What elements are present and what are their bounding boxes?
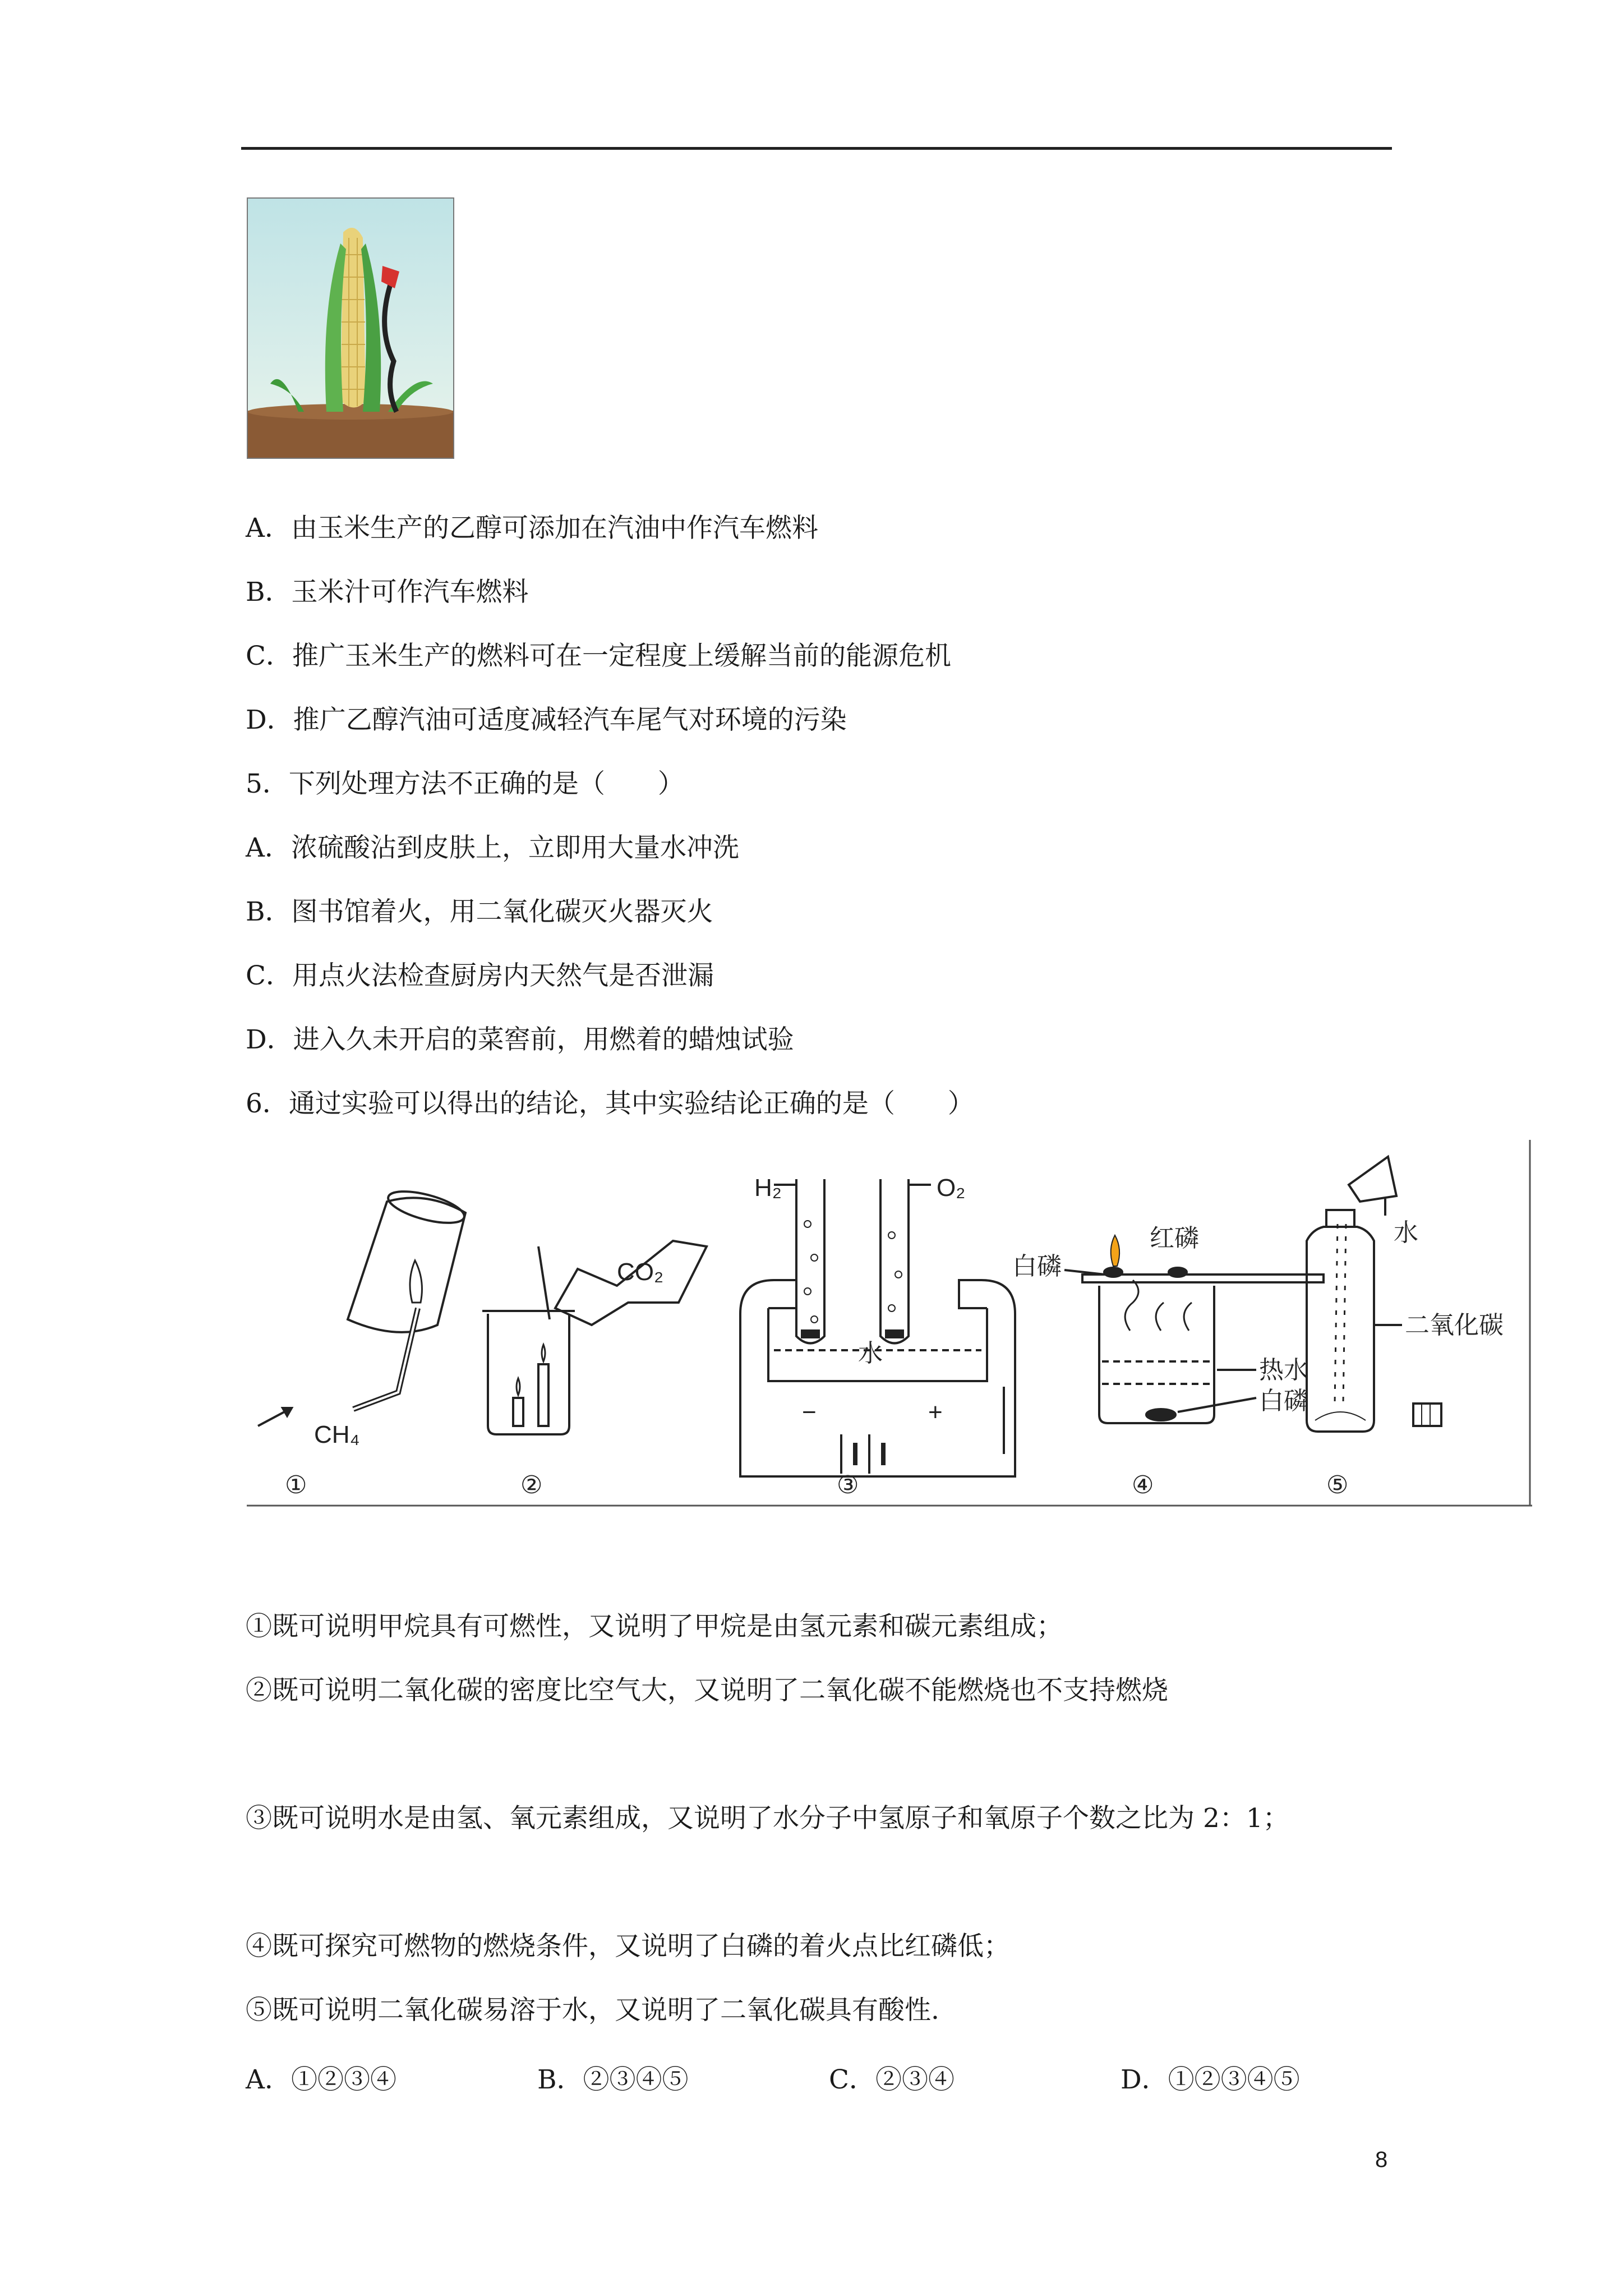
exp5-co2-bottle: [1307, 1157, 1441, 1432]
exp-number-4: ④: [1132, 1471, 1154, 1499]
page-number: 8: [1375, 2147, 1388, 2172]
q6-option-b: B．②③④⑤: [537, 2064, 689, 2095]
label-co2: CO₂: [617, 1258, 664, 1286]
exp3-electrolysis: [740, 1179, 1015, 1476]
label-red-p: 红磷: [1150, 1225, 1199, 1252]
q6-statement-3: ③既可说明水是由氢、氧元素组成，又说明了水分子中氢原子和氧原子个数之比为 2：1；: [246, 1803, 1289, 1834]
exp-number-3: ③: [837, 1471, 859, 1499]
exp1-ch4-combustion: [258, 1185, 467, 1426]
q5-option-d: D．进入久未开启的菜窖前，用燃着的蜡烛试验: [246, 1024, 794, 1055]
label-water: 水: [858, 1340, 883, 1367]
exp2-co2-candles: [482, 1241, 707, 1434]
label-co2-cn: 二氧化碳: [1405, 1312, 1504, 1339]
q4-option-c: C．推广玉米生产的燃料可在一定程度上缓解当前的能源危机: [246, 641, 951, 671]
q6-option-d: D．①②③④⑤: [1121, 2064, 1300, 2095]
q6-stem: 6．通过实验可以得出的结论，其中实验结论正确的是（ ）: [246, 1088, 974, 1119]
q5-option-a: A．浓硫酸沾到皮肤上，立即用大量水冲洗: [246, 832, 739, 863]
label-white-p-top: 白磷: [1012, 1253, 1062, 1280]
exp-number-1: ①: [285, 1471, 307, 1499]
label-plus: +: [928, 1398, 943, 1426]
q6-statement-2: ②既可说明二氧化碳的密度比空气大，又说明了二氧化碳不能燃烧也不支持燃烧: [246, 1675, 1168, 1706]
label-hot-water: 热水: [1259, 1356, 1308, 1384]
experiments-figure: [247, 1140, 1532, 1510]
label-water-5: 水: [1394, 1219, 1418, 1246]
label-white-p-bottom: 白磷: [1259, 1387, 1308, 1415]
q5-option-b: B．图书馆着火，用二氧化碳灭火器灭火: [246, 896, 713, 927]
label-h2: H₂: [754, 1174, 782, 1202]
header-rule: [241, 147, 1392, 150]
label-o2: O₂: [937, 1174, 966, 1202]
q6-statement-4: ④既可探究可燃物的燃烧条件，又说明了白磷的着火点比红磷低；: [246, 1931, 1010, 1962]
exp-number-2: ②: [520, 1471, 543, 1499]
q6-statement-1: ①既可说明甲烷具有可燃性，又说明了甲烷是由氢元素和碳元素组成；: [246, 1611, 1063, 1642]
q4-option-b: B．玉米汁可作汽车燃料: [246, 577, 529, 608]
q4-option-a: A．由玉米生产的乙醇可添加在汽油中作汽车燃料: [246, 513, 818, 544]
q4-option-d: D．推广乙醇汽油可适度减轻汽车尾气对环境的污染: [246, 705, 847, 735]
label-minus: −: [802, 1398, 817, 1426]
q6-option-a: A．①②③④: [246, 2064, 396, 2095]
corn-fuel-image: [247, 197, 454, 459]
q6-option-c: C．②③④: [829, 2064, 955, 2095]
q5-option-c: C．用点火法检查厨房内天然气是否泄漏: [246, 960, 714, 991]
exp-number-5: ⑤: [1326, 1471, 1349, 1499]
q5-stem: 5．下列处理方法不正确的是（ ）: [246, 769, 684, 799]
label-ch4: CH₄: [314, 1421, 360, 1448]
q6-statement-5: ⑤既可说明二氧化碳易溶于水，又说明了二氧化碳具有酸性.: [246, 1995, 939, 2026]
